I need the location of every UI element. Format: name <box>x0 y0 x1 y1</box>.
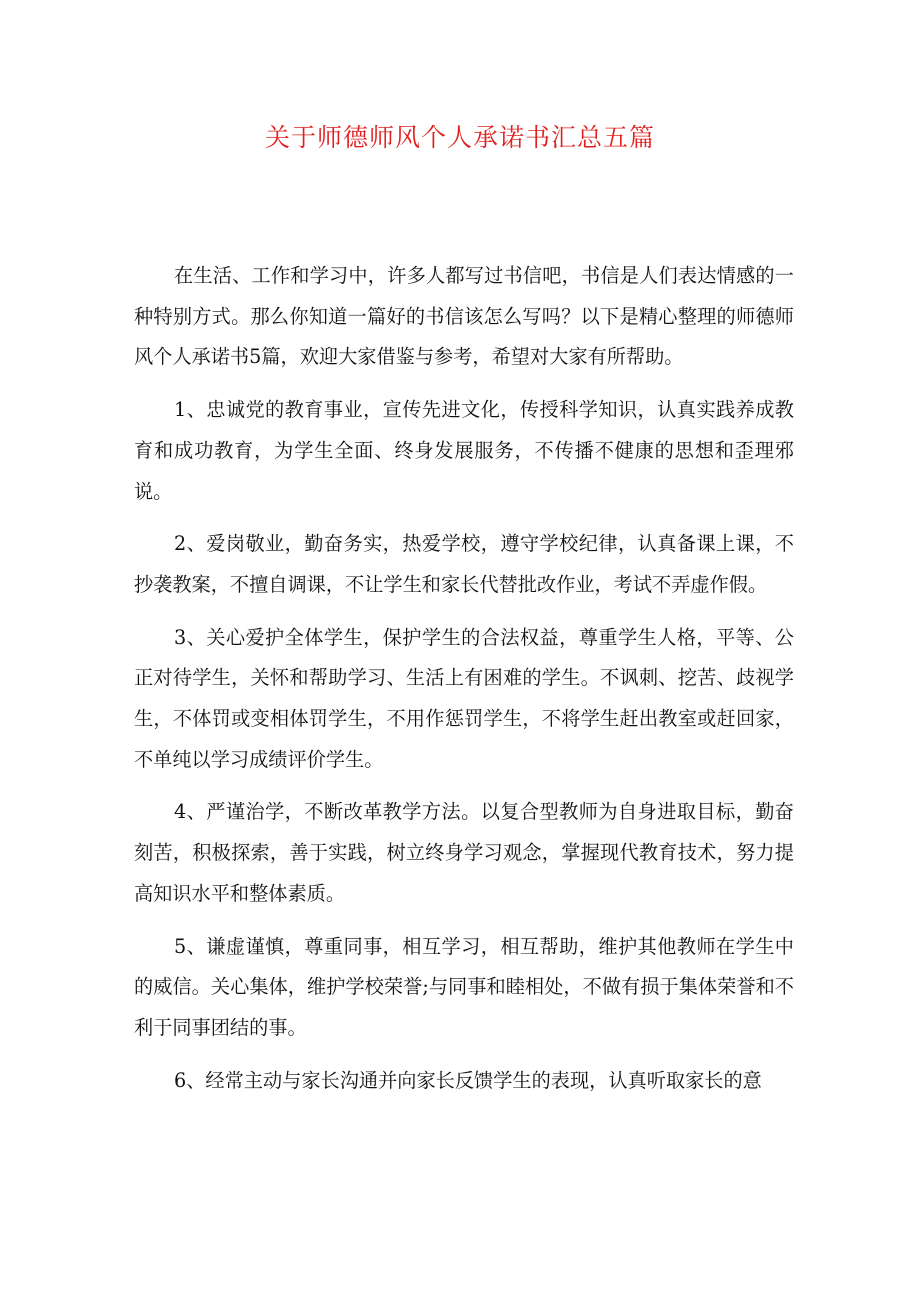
document-body <box>134 256 794 1113</box>
paragraph-item-4: 4、严谨治学，不断改革教学方法。以复合型教师为自身进取目标，勤奋刻苦，积极探索，善于实践，树立终身学习观念，掌握现代教育技术，努力提高知识水平和整体素质。 <box>134 800 794 905</box>
paragraph-item-2: 2、爱岗敬业，勤奋务实，热爱学校，遵守学校纪律，认真备课上课，不抄袭教案，不擅自调课，不让学生和家长代替批改作业，考试不弄虚作假。 <box>134 532 794 596</box>
document-title: 关于师德师风个人承诺书汇总五篇 <box>264 123 655 152</box>
paragraph-intro: 在生活、工作和学习中，许多人都写过书信吧，书信是人们表达情感的一种特别方式。那么你知道一篇好的书信该怎么写吗？以下是精心整理的师德师风个人承诺书5篇，欢迎大家借鉴与参考，希望对大家有所帮助。 <box>134 264 794 369</box>
paragraph-item-1: 1、忠诚党的教育事业，宣传先进文化，传授科学知识，认真实践养成教育和成功教育，为学生全面、终身发展服务，不传播不健康的思想和歪理邪说。 <box>134 398 794 503</box>
paragraph-item-3: 3、关心爱护全体学生，保护学生的合法权益，尊重学生人格，平等、公正对待学生，关怀和帮助学习、生活上有困难的学生。不讽刺、挖苦、歧视学生，不体罚或变相体罚学生，不用作惩罚学生，不将学生赶出教室或赶回家，不单纯以学习成绩评价学生。 <box>134 625 794 771</box>
paragraph-item-5: 5、谦虚谨慎，尊重同事，相互学习，相互帮助，维护其他教师在学生中的威信。关心集体，维护学校荣誉;与同事和睦相处，不做有损于集体荣誉和不利于同事团结的事。 <box>134 934 794 1039</box>
paragraph-item-6: 6、经常主动与家长沟通并向家长反馈学生的表现，认真听取家长的意 <box>174 1068 762 1092</box>
